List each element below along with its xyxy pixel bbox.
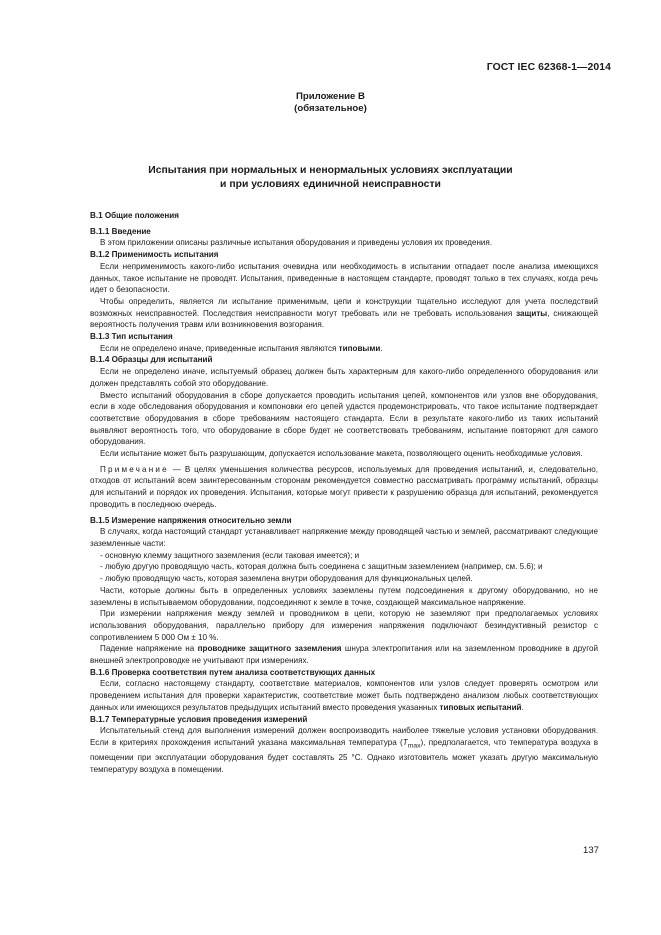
paragraph: Вместо испытаний оборудования в сборе допускается проводить испытания цепей, компонентов или узлов вне оборудования, если в ходе обследования оборудования и компоновки его цепей удастся продемонстрировать, что такое испытание подтверждает соответствие оборудования в сборе требованиям настоящего стандарта. Если в результате какого-либо из таких испытаний выявляют вероятность того, что оборудование в сборе будет не соответствовать требованиям, испытание повторяют для самого оборудования. [90, 390, 598, 447]
document-body [90, 210, 598, 776]
section-heading-b17: В.1.7 Температурные условия проведения измерений [90, 714, 308, 724]
list-item: - основную клемму защитного заземления (если таковая имеется); и [100, 550, 360, 560]
section-heading-b15: В.1.5 Измерение напряжения относительно земли [90, 515, 292, 525]
term-bold: типовых испытаний [439, 702, 522, 712]
list-item: - любую проводящую часть, которая заземлена внутри оборудования для функциональных целей. [100, 574, 473, 584]
paragraph: Если испытание может быть разрушающим, допускается использование макета, позволяющего оценить необходимые условия. [100, 449, 583, 459]
section-heading-b1: В.1 Общие положения [90, 211, 179, 220]
paragraph: В случаях, когда настоящий стандарт устанавливает напряжение между проводящей частью и землей, рассматривают следующие заземленные части: [90, 527, 598, 548]
annex-heading [0, 91, 661, 115]
annex-label: Приложение В [296, 91, 365, 102]
symbol-t: T [402, 737, 408, 747]
annex-title-line-1: Испытания при нормальных и ненормальных условиях эксплуатации [148, 165, 513, 176]
paragraph: Если не определено иначе, приведенные испытания являются типовыми. [100, 343, 383, 353]
term-bold: защиты [516, 308, 548, 318]
section-heading-b14: В.1.4 Образцы для испытаний [90, 355, 213, 365]
annex-status: (обязательное) [294, 103, 367, 114]
note: Примечание — В целях уменьшения количества ресурсов, используемых для проведения испытаний, и, следовательно, отходов от испытаний всем заинтересованным сторонам рекомендуется совместно рассматривать программу испытаний, образцы для испытаний и порядок их проведения. Испытания, которые могут привести к разрушению образца для испытаний, рекомендуется проводить в последнюю очередь. [90, 464, 598, 509]
paragraph: Если, согласно настоящему стандарту, соответствие материалов, компонентов или узлов следует проверять осмотром или проведением испытания для проверки характеристик, соответствие может быть подтверждено анализом любых соответствующих данных или имеющихся результатов предыдущих испытаний вместо проведения указанных типовых испытаний. [90, 679, 598, 712]
paragraph: Чтобы определить, является ли испытание применимым, цепи и конструкции тщательно исследуют для учета последствий возможных неисправностей. Последствия неисправности могут требовать или не требовать использования защиты, снижающей вероятность получения травм или возникновения возгорания. [90, 296, 598, 330]
section-heading-b13: В.1.3 Тип испытания [90, 332, 173, 342]
annex-title [0, 164, 661, 192]
list-item: - любую другую проводящую часть, которая должна быть соединена с защитным заземлением (например, см. 5.6); и [100, 562, 543, 572]
section-heading-b11: В.1.1 Введение [90, 226, 151, 236]
section-heading-b12: В.1.2 Применимость испытания [90, 250, 219, 260]
paragraph: В этом приложении описаны различные испытания оборудования и приведены условия их проведения. [100, 238, 493, 248]
standard-designation: ГОСТ IEC 62368-1—2014 [486, 62, 611, 73]
paragraph: Падение напряжение на проводнике защитного заземления шнура электропитания или на заземленном проводнике в другой внешней электропроводке не учитывают при измерениях. [90, 644, 598, 666]
note-label: Примечание [100, 464, 169, 474]
section-heading-b16: В.1.6 Проверка соответствия путем анализа соответствующих данных [90, 667, 376, 677]
page-number: 137 [582, 845, 599, 856]
paragraph: При измерении напряжения между землей и проводником в цепи, которую не заземляют при предполагаемых условиях использования оборудования, параллельно прибору для измерения напряжения подключают безиндуктивный резистор с сопротивлением 5 000 Ом ± 10 %. [90, 609, 598, 642]
paragraph: Если неприменимость какого-либо испытания очевидна или необходимость в испытании отпадает после анализа имеющихся данных, такое испытание не проводят. Испытания, приведенные в настоящем стандарте, проводят только в тех случаях, когда речь идет о безопасности. [90, 261, 598, 295]
annex-title-line-2: и при условиях единичной неисправности [220, 179, 441, 190]
paragraph: Если не определено иначе, испытуемый образец должен быть характерным для какого-либо определенного оборудования или должен представлять собой это оборудование. [90, 367, 598, 388]
paragraph: Части, которые должны быть в определенных условиях заземлены путем подсоединения к другому оборудованию, но не заземлены в испытываемом оборудовании, подсоединяют к земле в точке, создающей максимальное напряжение. [90, 585, 598, 607]
term-bold: проводнике защитного заземления [197, 644, 342, 654]
symbol-subscript: max [407, 742, 421, 750]
term-bold: типовыми [338, 343, 381, 353]
paragraph: Испытательный стенд для выполнения измерений должен воспроизводить наиболее тяжелые условия установки оборудования. Если в критериях прохождения испытаний указана максимальная температура $(T_{max})$, предполагается, что температура воздуха в помещении при эксплуатации оборудования будет составлять 25 °С. Однако изготовитель может указать другую максимальную температуру воздуха в помещении. [90, 726, 598, 774]
